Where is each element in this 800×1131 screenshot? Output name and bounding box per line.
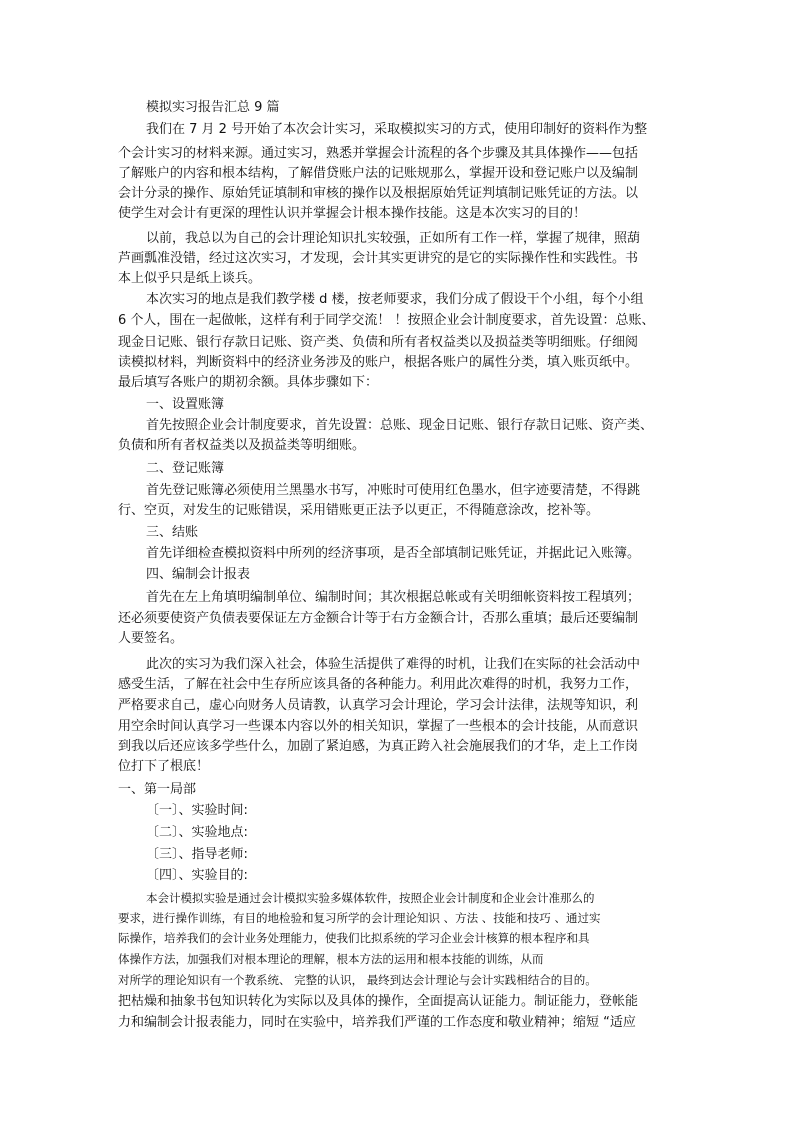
paragraph-line: 还必须要使资产负债表要保证左方金额合计等于右方金额合计，否那么重填；最后还要编制 [118, 611, 639, 626]
document-title: 模拟实习报告汇总 9 篇 [146, 100, 280, 115]
paragraph-line: 到我以后还应该多学些什么，加剧了紧迫感，为真正跨入社会施展我们的才华，走上工作岗 [118, 739, 639, 754]
paragraph-line: 力和编制会计报表能力，同时在实验中，培养我们严谨的工作态度和敬业精神；缩短 “适应 [118, 1015, 636, 1030]
paragraph-line: 现金日记账、银行存款日记账、资产类、负债和所有者权益类以及损益类等明细账。仔细阅 [118, 335, 639, 350]
paragraph-line: 读模拟材料，判断资料中的经济业务涉及的账户，根据各账户的属性分类，填入账页纸中。 [118, 355, 639, 370]
paragraph-line: 把枯燥和抽象书包知识转化为实际以及具体的操作，全面提高认证能力。制证能力，登帐能 [118, 994, 639, 1009]
paragraph-line: 本上似乎只是纸上谈兵。 [118, 271, 262, 286]
paragraph-line: 使学生对会计有更深的理性认识并掌握会计根本操作技能。这是本次实习的目的！ [118, 206, 587, 221]
paragraph-line: 人要签名。 [118, 631, 184, 646]
paragraph-line: 首先登记账簿必须使用兰黑墨水书写，冲账时可使用红色墨水，但字迹要清楚，不得跳 [146, 483, 641, 498]
paragraph-line: 际操作，培养我们的会计业务处理能力，使我们比拟系统的学习企业会计核算的根本程序和具 [118, 931, 590, 945]
paragraph-line: 此次的实习为我们深入社会，体验生活提供了难得的时机，让我们在实际的社会活动中 [146, 657, 641, 672]
paragraph-line: 首先在左上角填明编制单位、编制时间；其次根据总帐或有关明细帐资料按工程填列； [146, 590, 641, 605]
paragraph-line: 最后填写各账户的期初余额。具体步骤如下： [118, 375, 379, 390]
part-heading: 一、第一局部 [118, 782, 197, 797]
paragraph-line: 用空余时间认真学习一些课本内容以外的相关知识，掌握了一些根本的会计技能，从而意识 [118, 719, 639, 734]
paragraph-line: 以前，我总以为自己的会计理论知识扎实较强，正如所有工作一样，掌握了规律，照葫 [146, 231, 641, 246]
paragraph-line: 对所学的理论知识有一个教系统、 完整的认识， 最终到达会计理论与会计实践相结合的目的。 [118, 973, 597, 987]
paragraph-line: 首先按照企业会计制度要求，首先设置：总账、现金日记账、银行存款日记账、资产类、 [146, 418, 654, 433]
list-item: 〔二〕、实验地点: [146, 825, 248, 840]
paragraph-line: 了解账户的内容和根本结构，了解借贷账户法的记账规那么，掌握开设和登记账户以及编制 [118, 166, 639, 181]
paragraph-line: 感受生活，了解在社会中生存所应该具备的各种能力。利用此次难得的时机，我努力工作， [118, 677, 639, 692]
paragraph-line: 行、空页，对发生的记账错误，采用错账更正法予以更正，不得随意涂改，挖补等。 [118, 503, 600, 518]
paragraph-line: 要求，进行操作训练，有目的地检验和复习所学的会计理论知识 、方法 、技能和技巧 、通过实 [118, 911, 601, 925]
paragraph-line: 本会计模拟实验是通过会计模拟实验多媒体软件，按照企业会计制度和企业会计准那么的 [146, 891, 595, 905]
paragraph-line: 我们在 7 月 2 号开始了本次会计实习，采取模拟实习的方式，使用印制好的资料作为整 [146, 122, 648, 137]
paragraph-line: 严格要求自己，虚心向财务人员请教，认真学习会计理论，学习会计法律，法规等知识，利 [118, 698, 639, 713]
list-item: 〔一〕、实验时间: [146, 803, 248, 818]
list-item: 〔三〕、指导老师: [146, 847, 248, 862]
paragraph-line: 本次实习的地点是我们教学楼 d 楼，按老师要求，我们分成了假设干个小组，每个小组 [146, 292, 644, 307]
paragraph-line: 首先详细检查模拟资料中所列的经济事项，是否全部填制记账凭证，并据此记入账簿。 [146, 546, 641, 561]
list-item: 〔四〕、实验目的: [146, 868, 248, 883]
paragraph-line: 6 个人，围在一起做帐，这样有利于同学交流！ ！按照企业会计制度要求，首先设置：总账、 [118, 313, 655, 328]
paragraph-line: 位打下了根底！ [118, 759, 210, 774]
section-heading: 一、设置账簿 [146, 397, 225, 412]
section-heading: 三、结账 [146, 525, 199, 540]
section-heading: 四、编制会计报表 [146, 567, 251, 582]
paragraph-line: 芦画瓢准没错，经过这次实习，才发现，会计其实更讲究的是它的实际操作性和实践性。书 [118, 251, 639, 266]
paragraph-line: 会计分录的操作、原始凭证填制和审核的操作以及根据原始凭证判填制记账凭证的方法。以 [118, 186, 639, 201]
paragraph-line: 体操作方法，加强我们对根本理论的理解，根本方法的运用和根本技能的训练，从而 [118, 952, 544, 966]
section-heading: 二、登记账簿 [146, 461, 225, 476]
paragraph-line: 个会计实习的材料来源。通过实习，熟悉并掌握会计流程的各个步骤及其具体操作——包括 [118, 146, 639, 161]
paragraph-line: 负债和所有者权益类以及损益类等明细账。 [118, 438, 366, 453]
